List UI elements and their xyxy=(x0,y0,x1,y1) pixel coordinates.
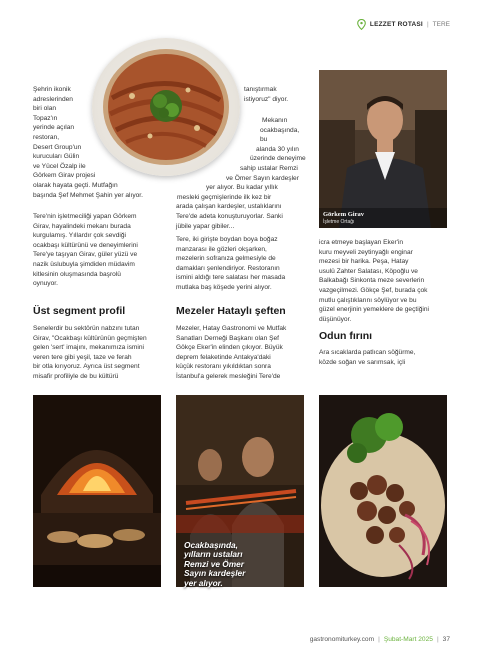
text-line: Girav, "Ocakbaşı kültürünün geçmişten xyxy=(33,334,147,342)
text-line: usulü Zahter Salatası, Köpoğlu ve xyxy=(319,267,418,275)
portrait-name: Görkem Girav xyxy=(323,211,364,218)
intro-line: ve Yücel Özalp ile xyxy=(33,162,86,170)
text-line: manzarası ile gözleri okşarken, xyxy=(176,245,267,253)
portrait-illustration xyxy=(319,70,447,228)
portrait-photo xyxy=(319,70,447,228)
section-header xyxy=(357,17,450,31)
page-number: 37 xyxy=(442,636,450,643)
text-line: damakları şenlendiriyor. Restoranın xyxy=(176,264,280,272)
text-line: Gökçe Eker'in elinden çıkıyor. Büyük xyxy=(176,344,283,352)
text-line: Girav, hayalindeki mekanı burada xyxy=(33,222,131,230)
caption-line: Sayın kardeşler xyxy=(184,568,246,579)
portrait-role: İşletme Ortağı xyxy=(323,219,355,225)
column-1-paragraph-2 xyxy=(33,212,161,289)
kebab-salad-illustration xyxy=(319,395,447,587)
text-line: deprem felaketinde Antakya'daki xyxy=(176,353,271,361)
photo-caption xyxy=(184,541,296,588)
text-line: ve Ömer Sayın kardeşler xyxy=(226,174,299,182)
text-line: güzel enerjinin yemeklere de geçtiğini xyxy=(319,306,429,314)
column-2-paragraph-3 xyxy=(176,235,306,293)
caption-line: Remzi ve Ömer xyxy=(184,558,244,569)
page-footer xyxy=(310,636,450,643)
text-line: mezesi bir harika. Peşa, Hatay xyxy=(319,258,409,266)
text-line: bir otla kırıyoruz. Ayrıca üst segment xyxy=(33,363,140,371)
text-line: tanıştırmak xyxy=(244,86,277,93)
section-subtitle: TERE xyxy=(432,20,450,28)
intro-line: adreslerinden xyxy=(33,95,73,103)
text-line: misafir profiliyle de bu kültürü xyxy=(33,372,119,380)
caption-line: yer alıyor. xyxy=(184,577,223,588)
text-line: mutlu çalıştıklarını söylüyor ve bu xyxy=(319,296,417,304)
text-line: ocakbaşı kültürünü ve deneyimlerini xyxy=(33,241,138,249)
column-2-paragraph-4 xyxy=(176,324,306,382)
intro-line: biri olan xyxy=(33,105,57,113)
intro-line: olarak hayata geçti. Mutfağın xyxy=(33,181,118,189)
text-line: Tere'de adeta konuşturuyorlar. Sanki xyxy=(176,212,283,220)
text-line: Tere'ye taşıyan Girav, güler yüzü ve xyxy=(33,251,138,259)
intro-line: restoran, xyxy=(33,133,60,141)
column-2-paragraph-2 xyxy=(176,116,306,231)
portrait-caption-box xyxy=(319,208,447,228)
text-line: Senelerdir bu sektörün nabzını tutan xyxy=(33,325,140,332)
text-line: Sanatları Derneği Başkanı olan Şef xyxy=(176,334,279,342)
header-separator: | xyxy=(426,20,429,28)
text-line: ocakbaşında, bu xyxy=(260,126,300,144)
intro-line: Desert Group'un xyxy=(33,143,82,151)
text-line: jübile yapar gibiler... xyxy=(176,222,235,230)
wood-oven-illustration xyxy=(33,395,161,587)
text-line: veren tere gibi yeşil, taze ve ferah xyxy=(33,353,132,361)
text-line: Tere'nin işletmeciliği yapan Görkem xyxy=(33,213,137,220)
text-line: Balkabağı Sinkonta meze severlerin xyxy=(319,277,425,285)
text-line: közde soğan ve sarımsak, içli xyxy=(319,358,406,366)
column-3-paragraph-2 xyxy=(319,348,449,367)
footer-separator: | xyxy=(378,636,380,643)
text-line: ismini aldığı tere salatası her masada xyxy=(176,274,286,282)
footer-issue: Şubat-Mart 2025 xyxy=(383,636,433,643)
footer-separator: | xyxy=(436,636,439,643)
intro-line: Şehrin ikonik xyxy=(33,86,71,93)
text-line: arada çalışan kardeşler, ustalıklarını xyxy=(176,203,282,211)
text-line: Mekanın xyxy=(262,117,288,124)
text-line: mezelerin sofranıza gelmesiyle de xyxy=(176,255,276,263)
text-line: icra etmeye başlayan Eker'in xyxy=(319,239,404,246)
footer-site: gastronomiturkey.com xyxy=(309,636,375,643)
map-pin-icon xyxy=(357,19,366,30)
text-line: vazgeçilmezi. Gökçe Şef, burada çok xyxy=(319,286,428,294)
text-line: mutlaka baş köşede yerini alıyor. xyxy=(176,283,272,291)
heading-odun-firini: Odun fırını xyxy=(319,330,373,342)
text-line: kurgulamış. Yıllardır çok sevdiği xyxy=(33,232,126,240)
caption-line: Ocakbaşında, xyxy=(184,540,238,550)
caption-line: yılların ustaları xyxy=(184,549,243,560)
heading-mezeler: Mezeler Hataylı şeften xyxy=(176,305,286,317)
column-1-intro xyxy=(33,85,161,200)
text-line: gelen 'sert' imajını, mekanımıza ismini xyxy=(33,344,144,352)
column-3-paragraph-1 xyxy=(319,238,449,324)
wood-oven-photo xyxy=(33,395,161,587)
text-line: yer alıyor. Bu kadar yıllık xyxy=(206,184,278,192)
text-line: kuru meyveli zeytinyağlı enginar xyxy=(319,248,413,256)
section-title: LEZZET ROTASI xyxy=(369,20,423,28)
intro-line: kurucuları Gülin xyxy=(33,153,80,161)
text-line: Tere, iki girişte boydan boya boğaz xyxy=(176,236,278,243)
text-line: oynuyor. xyxy=(33,280,58,288)
intro-line: başında Şef Mehmet Şahin yer alıyor. xyxy=(33,191,143,199)
text-line: İstanbul'a gelerek mesleğini Tere'de xyxy=(176,372,281,380)
text-line: Mezeler, Hatay Gastronomi ve Mutfak xyxy=(176,325,287,332)
text-line: küçük restoranı yıkıldıktan sonra xyxy=(176,363,271,371)
column-2-intro xyxy=(244,85,310,104)
heading-ust-segment: Üst segment profil xyxy=(33,305,126,317)
text-line: Ara sıcaklarda patlıcan söğürme, xyxy=(319,349,416,356)
text-line: mesleki geçmişlerinde ilk kez bir xyxy=(177,193,272,201)
text-line: üzerinde deneyime xyxy=(250,155,306,163)
text-line: sahip ustalar Remzi xyxy=(240,164,298,172)
text-line: alanda 30 yılın xyxy=(256,145,299,153)
text-line: istiyoruz" diyor. xyxy=(244,95,289,103)
intro-line: yerinde açılan xyxy=(33,124,75,132)
text-line: düşünüyor. xyxy=(319,315,352,323)
text-line: kitlesinin oluşmasında başrolü xyxy=(33,270,121,278)
intro-line: Görkem Girav projesi xyxy=(33,172,96,180)
column-1-paragraph-3 xyxy=(33,324,161,382)
text-line: nazik üslubuyla şimdiden müdavim xyxy=(33,260,135,268)
kebab-salad-photo xyxy=(319,395,447,587)
intro-line: Topaz'ın xyxy=(33,114,58,122)
